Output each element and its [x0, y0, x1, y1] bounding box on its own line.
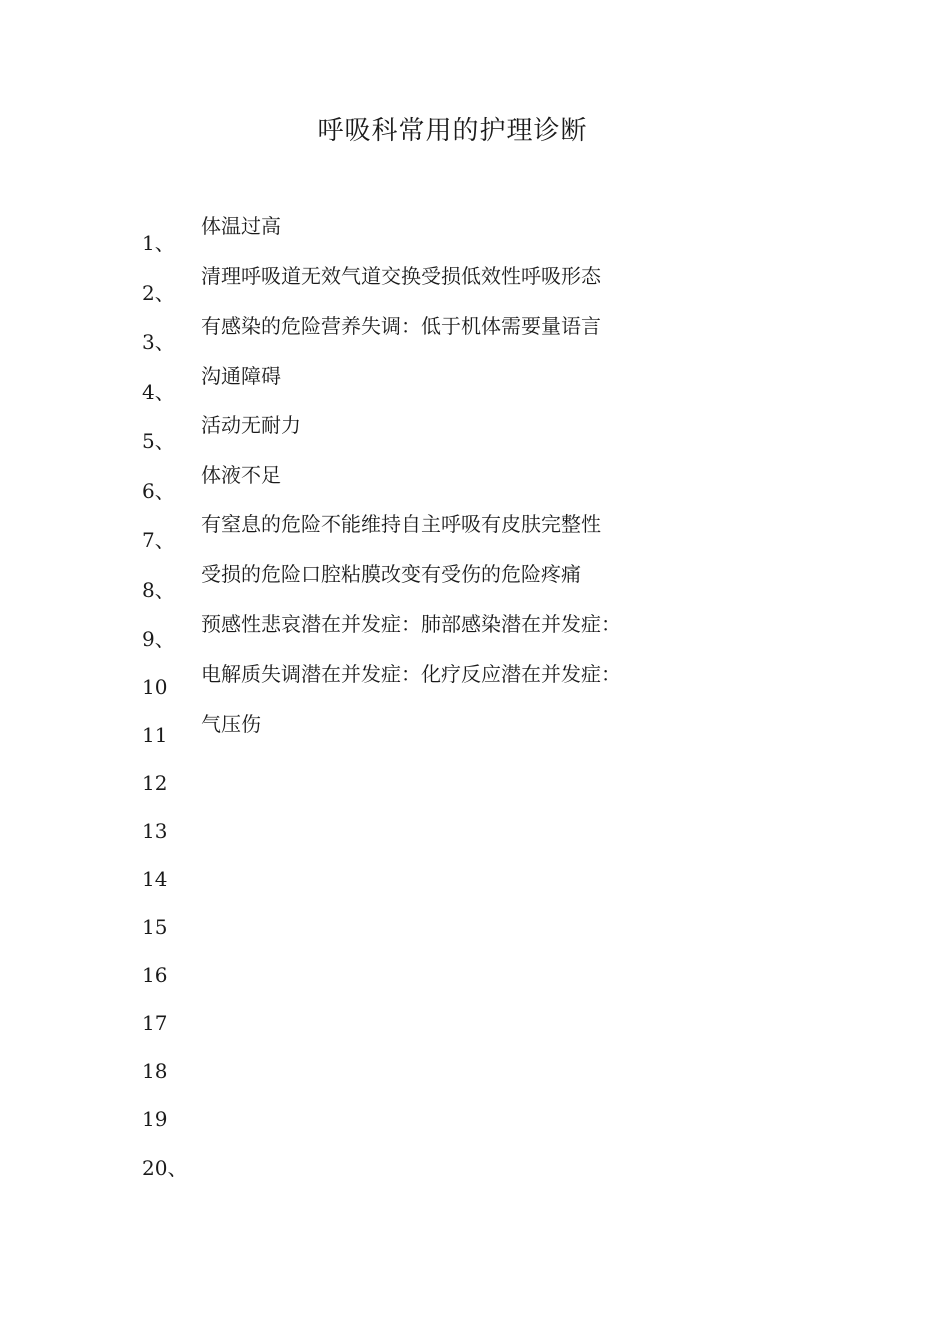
- list-number: 9、: [142, 627, 175, 651]
- list-number: 8、: [142, 578, 175, 602]
- list-number: 5、: [142, 429, 175, 453]
- diagnosis-line: 有感染的危险营养失调：低于机体需要量语言: [201, 314, 601, 338]
- list-number: 18: [142, 1059, 168, 1083]
- list-number: 17: [142, 1011, 168, 1035]
- list-number: 14: [142, 867, 168, 891]
- diagnosis-line: 体液不足: [201, 463, 281, 487]
- diagnosis-line: 体温过高: [201, 214, 281, 238]
- list-number: 19: [142, 1107, 168, 1131]
- diagnosis-line: 清理呼吸道无效气道交换受损低效性呼吸形态: [201, 264, 601, 288]
- list-number: 13: [142, 819, 168, 843]
- list-number: 2、: [142, 281, 175, 305]
- diagnosis-line: 活动无耐力: [201, 413, 301, 437]
- list-number: 11: [142, 723, 168, 747]
- list-number: 12: [142, 771, 168, 795]
- diagnosis-line: 有窒息的危险不能维持自主呼吸有皮肤完整性: [201, 512, 601, 536]
- diagnosis-line: 电解质失调潜在并发症：化疗反应潜在并发症：: [201, 662, 621, 686]
- list-number: 10: [142, 675, 168, 699]
- diagnosis-line: 气压伤: [201, 712, 261, 736]
- list-number: 7、: [142, 528, 175, 552]
- list-number: 20、: [142, 1156, 188, 1180]
- list-number: 15: [142, 915, 168, 939]
- list-number: 3、: [142, 330, 175, 354]
- list-number: 1、: [142, 231, 175, 255]
- list-number: 4、: [142, 380, 175, 404]
- diagnosis-line: 预感性悲哀潜在并发症：肺部感染潜在并发症：: [201, 612, 621, 636]
- page-title: 呼吸科常用的护理诊断: [317, 116, 588, 146]
- list-number: 6、: [142, 479, 175, 503]
- diagnosis-line: 沟通障碍: [201, 364, 281, 388]
- diagnosis-line: 受损的危险口腔粘膜改变有受伤的危险疼痛: [201, 562, 581, 586]
- list-number: 16: [142, 963, 168, 987]
